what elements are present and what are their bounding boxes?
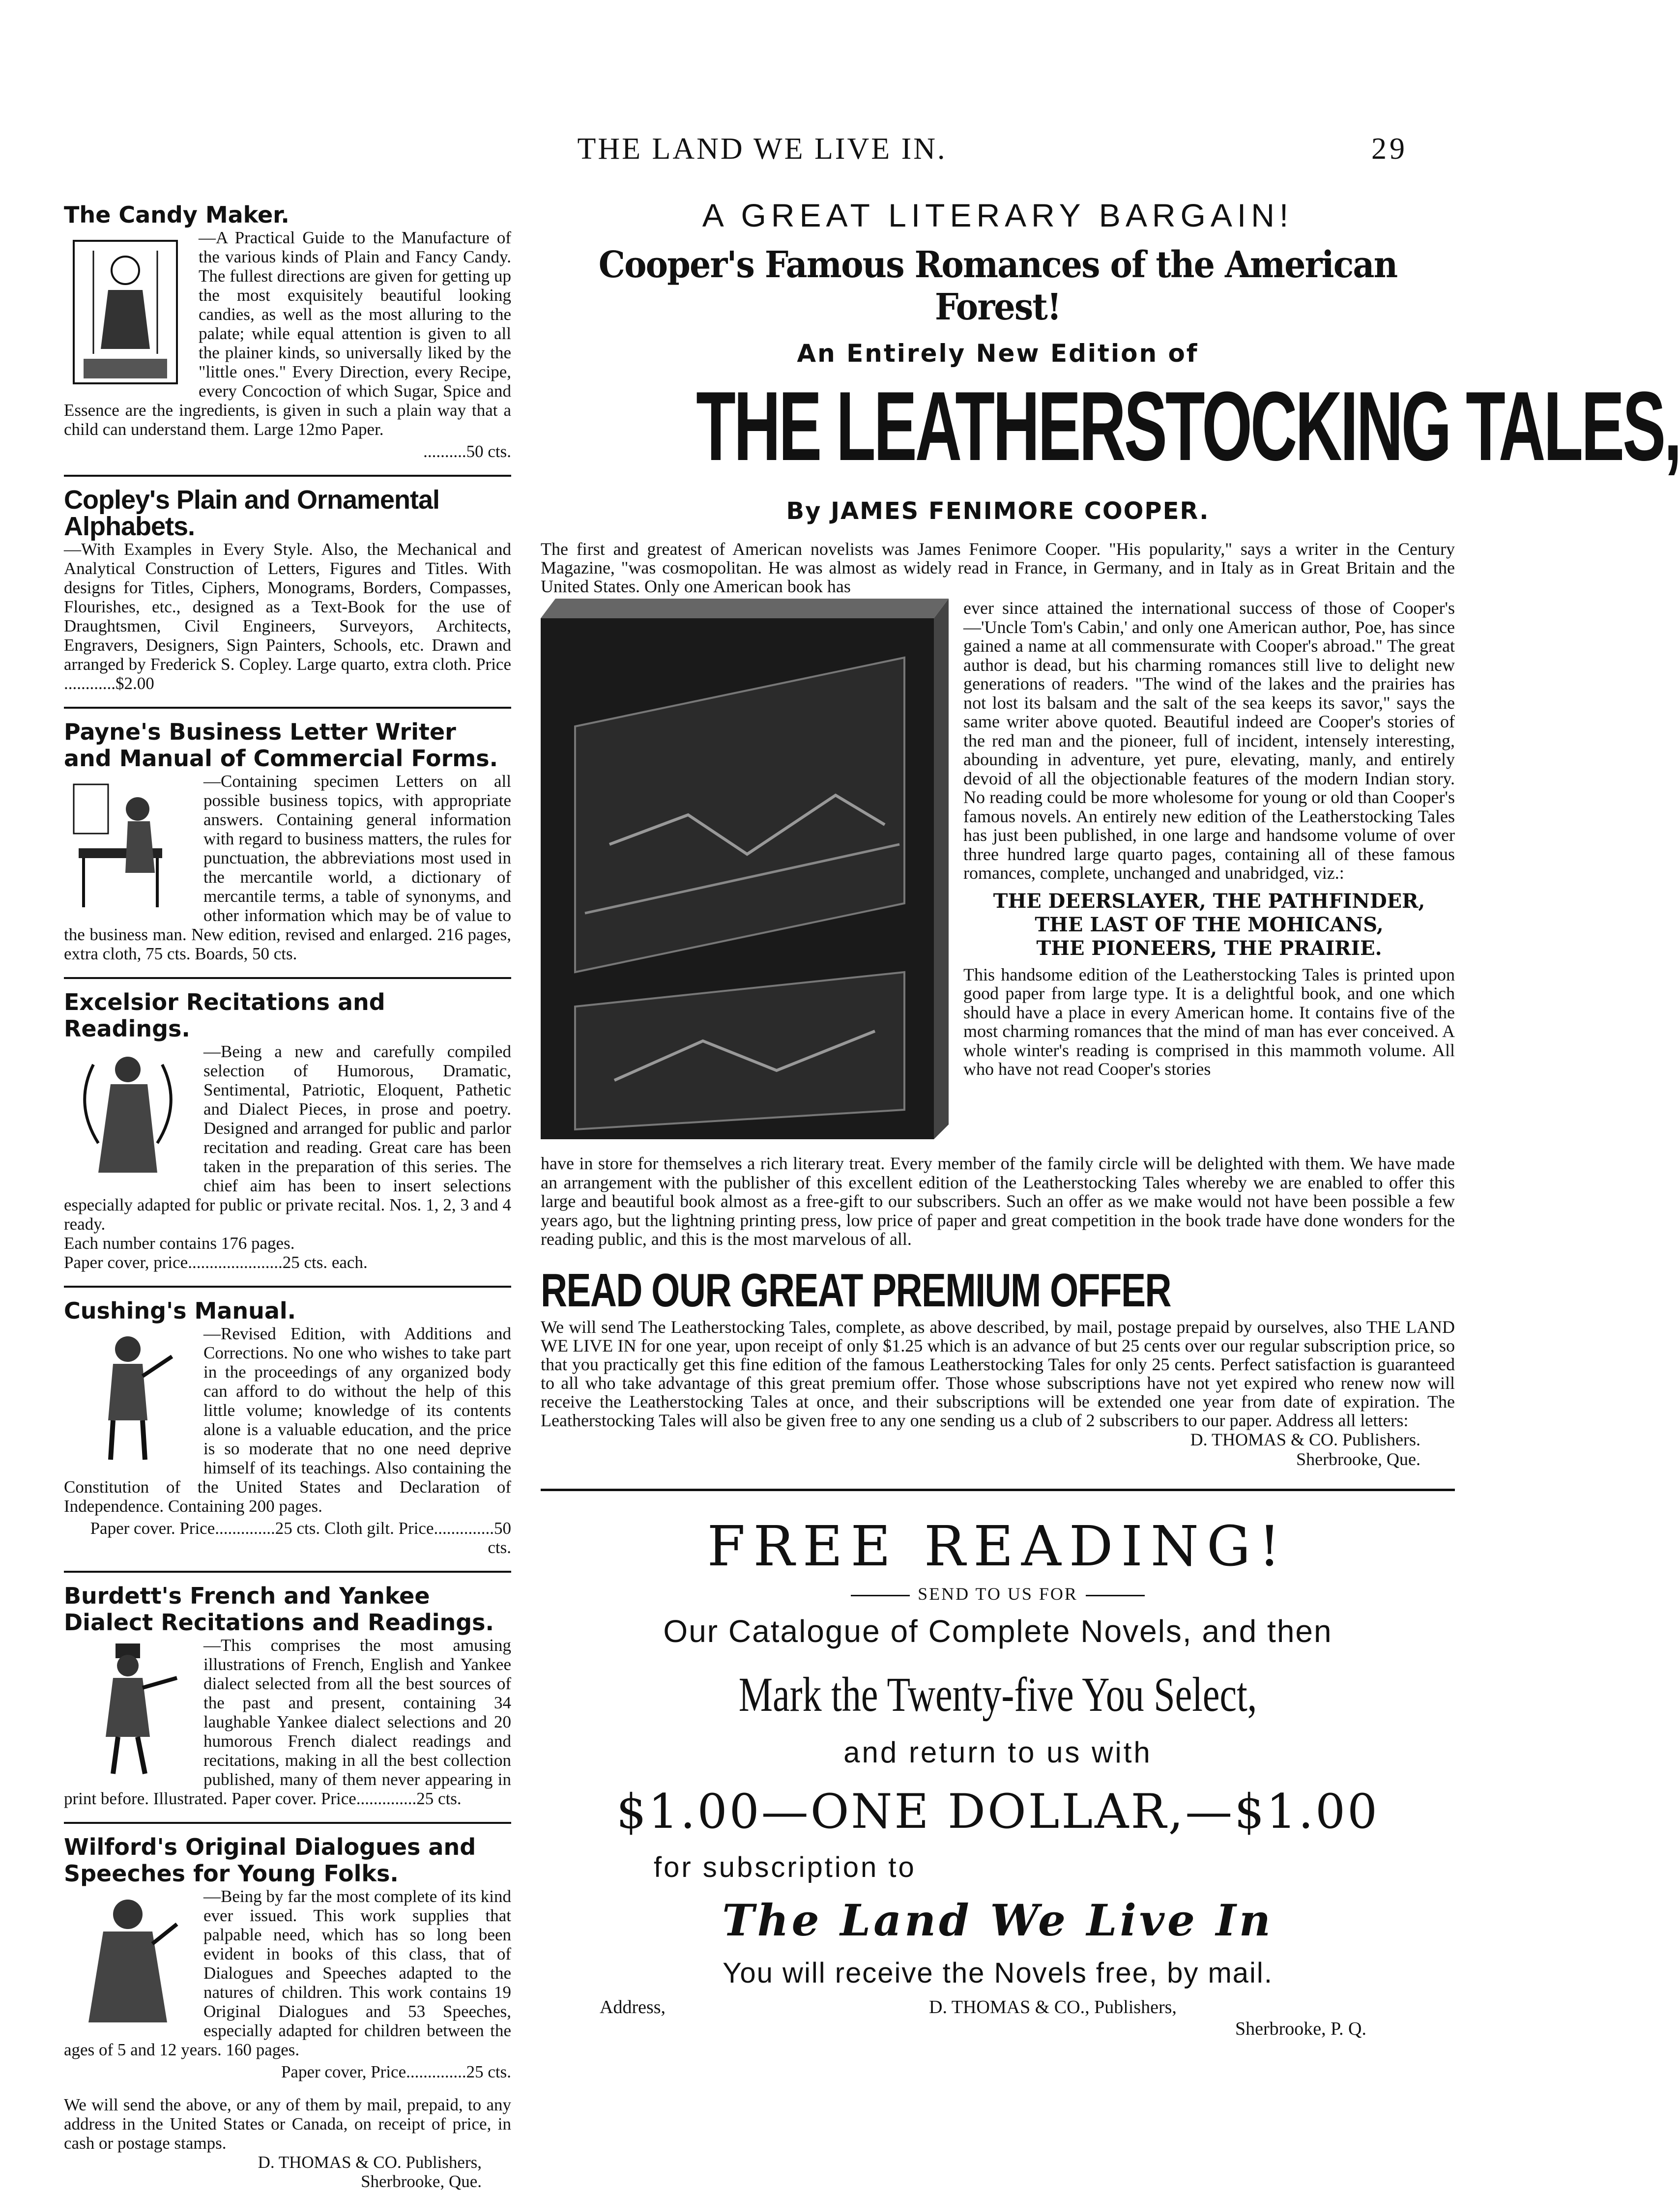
publisher-name: D. THOMAS & CO., Publishers, xyxy=(929,1996,1177,2018)
author-byline: By JAMES FENIMORE COOPER. xyxy=(786,497,1210,525)
candy-maker-illustration xyxy=(64,231,187,393)
ad-body: —Containing specimen Letters on all possible business topics, with appropriate answers. Containing general information with regard to business matters, the rules for punctuation, the abbreviations most used in the mercantile world, a dictionary of mercantile terms, a table of synonyms, and other information which may be of value to the business man. New edition, revised and enlarged. 216 pages, extra cloth, 75 cts. Boards, 50 cts. xyxy=(64,772,511,963)
ad-extra: Each number contains 176 pages. xyxy=(64,1234,295,1253)
divider xyxy=(64,1286,511,1288)
subscription-line: for subscription to xyxy=(654,1851,916,1883)
page-number: 29 xyxy=(1371,132,1408,166)
dash-right xyxy=(1086,1595,1145,1596)
ad-candy-maker xyxy=(64,202,511,461)
divider xyxy=(64,1822,511,1824)
tales-line-3: THE PIONEERS, THE PRAIRIE. xyxy=(1036,936,1382,960)
writer-at-desk-illustration xyxy=(64,775,192,917)
ad-body: —Being by far the most complete of its kind ever issued. This work supplies that palpable need, which has so long been evident in books of this class, that of Dialogues and Speeches adapted to the natures of children. This work contains 19 Original Dialogues and 53 Speeches, especially adapted for children between the ages of 5 and 12 years. 160 pages. xyxy=(64,1887,512,2059)
book-text-2: This handsome edition of the Leatherstocking Tales is printed upon good paper from large type. It is a delightful book, and one which should have a place in every American home. It contains five of the most charming romances that the mind of man has ever conceived. A whole winter's reading is comprised in this mammoth volume. All who have not read Cooper's stories xyxy=(963,964,1455,1079)
send-to-line xyxy=(541,1584,1455,1604)
ad-price: Paper cover, price......................25 cts. each. xyxy=(64,1253,368,1272)
divider xyxy=(64,1571,511,1573)
publisher-location: Sherbrooke, Que. xyxy=(361,2172,482,2191)
premium-offer xyxy=(541,1264,1455,1469)
intro-paragraph: The first and greatest of American novelists was James Fenimore Cooper. "His popularity," says a writer in the Century Magazine, "was cosmopolitan. He was almost as widely read in France, in Germany, and in Italy as in Great Britain and the United States. Only one American book has xyxy=(541,539,1455,596)
page-header xyxy=(0,132,1524,171)
tales-line-2: THE LAST OF THE MOHICANS, xyxy=(1035,913,1384,936)
paper-name: The Land We Live In xyxy=(722,1894,1274,1946)
ad-title: Copley's Plain and Ornamental Alphabets. xyxy=(64,485,440,541)
ad-title: Excelsior Recitations and Readings. xyxy=(64,989,385,1042)
free-reading-headline: FREE READING! xyxy=(707,1514,1289,1579)
divider xyxy=(64,475,511,477)
divider xyxy=(64,707,511,709)
receive-free-line: You will receive the Novels free, by mail. xyxy=(723,1957,1273,1989)
ad-cushing-manual xyxy=(64,1297,511,1557)
left-ad-column xyxy=(64,202,511,2191)
address-label: Address, xyxy=(600,1996,666,2018)
ad-title: Wilford's Original Dialogues and Speeches for Young Folks. xyxy=(64,1834,476,1887)
child-speaker-illustration xyxy=(64,1890,192,2032)
bargain-heading: A GREAT LITERARY BARGAIN! xyxy=(702,197,1294,233)
ad-price: Paper cover. Price..............25 cts. Cloth gilt. Price..............50 cts. xyxy=(90,1519,511,1557)
ad-copley-alphabets xyxy=(64,487,511,693)
book-description xyxy=(963,599,1455,1079)
ad-wilford-dialogues xyxy=(64,1834,511,2081)
divider xyxy=(64,977,511,979)
leatherstocking-title: THE LEATHERSTOCKING TALES, xyxy=(696,372,1680,481)
ad-body: —With Examples in Every Style. Also, the Mechanical and Analytical Construction of Letters, Figures and Titles. With designs for Titles, Ciphers, Monograms, Borders, Compasses, Flourishes, etc., designed as a Text-Book for the use of Draughtsmen, Civil Engineers, Surveyors, Architects, Engravers, Designers, Sign Painters, Schools, etc. Drawn and arranged by Frederick S. Copley. Large quarto, extra cloth. Price ............$2.00 xyxy=(64,540,511,693)
ad-title: Payne's Business Letter Writer and Manual of Commercial Forms. xyxy=(64,719,498,772)
ad-title: The Candy Maker. xyxy=(64,202,290,228)
yankee-figure-illustration xyxy=(64,1639,192,1781)
ad-body: —Being a new and carefully compiled selection of Humorous, Dramatic, Sentimental, Patriotic, Eloquent, Pathetic and Dialect Pieces, in prose and poetry. Designed and arranged for public and parlor recitation and reading. Great care has been taken in the preparation of this series. The chief aim has been to insert selections especially adapted for public or private recital. Nos. 1, 2, 3 and 4 ready. xyxy=(64,1042,511,1234)
ad-body: —Revised Edition, with Additions and Corrections. No one who wishes to take part in the proceedings of any organized body can afford to do without the help of this little volume; knowledge of its contents alone is a valuable education, and the price is so moderate that no one need deprive himself of its teachings. Also containing the Constitution of the United States and Declaration of Independence. Containing 200 pages. xyxy=(64,1324,511,1516)
cooper-romances-heading: Cooper's Famous Romances of the American Forest! xyxy=(598,244,1397,328)
book-feature xyxy=(541,599,1455,1154)
book-text-1: ever since attained the international success of those of Cooper's—'Uncle Tom's Cabin,' and only one American author, Poe, has since gained a name at all commensurate with Cooper's abroad." The great author is dead, but his charming romances still live to delight new generations of readers. "The wind of the lakes and the prairies has not lost its balsam and the salt of the sea keeps its savor," says the same writer above quoted. Beautiful indeed are Cooper's stories of the red man and the pioneer, full of incident, intensely interesting, abounding in adventure, yet pure, elevating, manly, and entirely devoid of all the objectionable features of the modern Indian story. No reading could be more wholesome for young or old than Cooper's famous novels. An entirely new edition of the Leatherstocking Tales has just been published, in one large and handsome volume of over three hundred large quarto pages, containing all of these famous romances, complete, unchanged and unabridged, viz.: xyxy=(963,598,1455,883)
section-divider xyxy=(541,1489,1455,1491)
book-illustration xyxy=(541,599,949,1144)
ad-price: ..........50 cts. xyxy=(423,442,511,461)
ad-body: —This comprises the most amusing illustrations of French, English and Yankee dialect selected from all the best sources of the past and present, containing 34 laughable Yankee dialect selections and 20 humorous French dialect readings and recitations, making in all the best collection published, many of them never appearing in print before. Illustrated. Paper cover. Price..............25 cts. xyxy=(64,1636,511,1808)
return-line: and return to us with xyxy=(843,1735,1152,1769)
premium-offer-text: We will send The Leatherstocking Tales, complete, as above described, by mail, postage prepaid by ourselves, also THE LAND WE LIVE IN for one year, upon receipt of only $1.25 which is an advance of but 25 cents over our regular subscription price, so that you practically get this fine edition of the famous Leatherstocking Tales for only 25 cents. Perfect satisfaction is guaranteed to all who take advantage of this great premium offer. Those whose subscriptions have not yet expired who renew now will receive the Leatherstocking Tales at once, and their subscriptions will be extended one year from date of expiration. The Leatherstocking Tales will also be given free to any one sending us a club of 2 subscribers to our paper. Address all letters: xyxy=(541,1317,1455,1430)
orator-figure-illustration xyxy=(64,1327,192,1470)
premium-publisher: D. THOMAS & CO. Publishers. xyxy=(1190,1429,1420,1449)
ad-title: Cushing's Manual. xyxy=(64,1297,296,1324)
ad-excelsior-recitations xyxy=(64,989,511,1272)
publisher-address xyxy=(929,1996,1420,2040)
mark-select-line: Mark the Twenty-five You Select, xyxy=(738,1667,1257,1722)
new-edition-line: An Entirely New Edition of xyxy=(797,339,1199,368)
reciter-figure-illustration xyxy=(64,1045,192,1187)
ad-title: Burdett's French and Yankee Dialect Recitations and Readings. xyxy=(64,1583,494,1636)
send-to-text: SEND TO US FOR xyxy=(918,1584,1078,1604)
ad-body: —A Practical Guide to the Manufacture of the various kinds of Plain and Fancy Candy. The fullest directions are given for getting up the most exquisitely beautiful looking candies, as well as the most alluring to the palate; while equal attention is given to all the plainer kinds, so universally liked by the "little ones." Every Direction, every Recipe, every Concoction of which Sugar, Spice and Essence are the ingredients, is given in such a plain way that a child can understand them. Large 12mo Paper. xyxy=(64,228,511,439)
publisher-signature: D. THOMAS & CO. Publishers, xyxy=(258,2153,482,2172)
right-main-column xyxy=(541,197,1680,2041)
premium-publisher-location: Sherbrooke, Que. xyxy=(1296,1449,1420,1469)
dollar-line: $1.00—ONE DOLLAR,—$1.00 xyxy=(616,1784,1380,1839)
tales-list xyxy=(963,890,1455,960)
tales-line-1: THE DEERSLAYER, THE PATHFINDER, xyxy=(993,889,1425,913)
ad-price: Paper cover, Price..............25 cts. xyxy=(281,2062,511,2081)
address-block xyxy=(541,1996,1455,2041)
ad-payne-letter-writer xyxy=(64,719,511,963)
publisher-city: Sherbrooke, P. Q. xyxy=(1235,2018,1366,2039)
continuation-paragraph: have in store for themselves a rich literary treat. Every member of the family circle will be delighted with them. We have made an arrangement with the publisher of this excellent edition of the Leatherstocking Tales whereby we are enabled to offer this large and beautiful book almost as a free-gift to our subscribers. Such an offer as we make would not have been possible a few years ago, but the lightning printing press, low price of paper and great competition in the book trade have done wonders for the reading public, and this is the most marvelous of all. xyxy=(541,1153,1455,1249)
premium-offer-heading: READ OUR GREAT PREMIUM OFFER xyxy=(541,1264,1171,1317)
ad-burdett-dialect xyxy=(64,1583,511,1808)
running-title: THE LAND WE LIVE IN. xyxy=(577,132,947,166)
dash-left xyxy=(851,1595,910,1596)
mail-order-note: We will send the above, or any of them by mail, prepaid, to any address in the United States or Canada, on receipt of price, in cash or postage stamps. xyxy=(64,2095,511,2153)
catalogue-line: Our Catalogue of Complete Novels, and then xyxy=(663,1613,1332,1649)
